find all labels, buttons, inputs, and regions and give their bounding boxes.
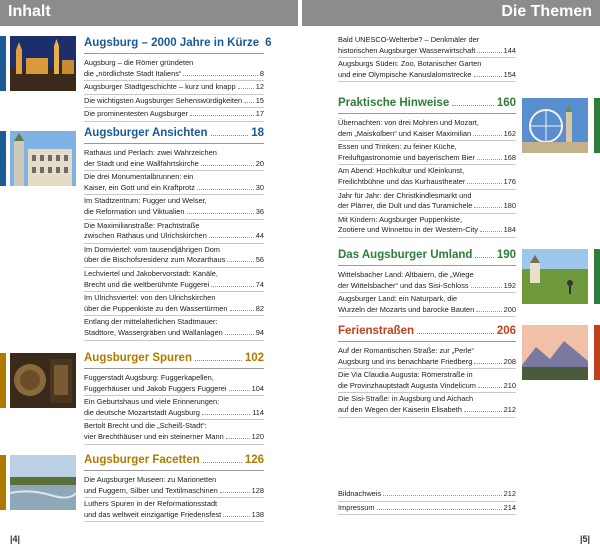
leader-dots bbox=[197, 189, 254, 190]
entry-line: Die Via Claudia Augusta: Römerstraße in bbox=[338, 370, 473, 380]
photo-relief bbox=[10, 353, 76, 408]
toc-entry[interactable] bbox=[84, 396, 264, 420]
entry-page: 144 bbox=[503, 45, 516, 55]
leader-dots bbox=[183, 75, 258, 76]
entry-page: 17 bbox=[255, 109, 264, 119]
entry-page: 30 bbox=[255, 182, 264, 192]
header-gutter bbox=[298, 0, 302, 26]
leader-dots bbox=[475, 257, 493, 258]
entry-line: Essen und Trinken: zu feiner Küche, bbox=[338, 142, 457, 152]
entry-page: 36 bbox=[255, 206, 264, 216]
entry-line: Am Abend: Hochkultur und Kleinkunst, bbox=[338, 166, 465, 176]
entry-line: dem „Maiskolben“ und Kaiser Maximilian bbox=[338, 128, 472, 138]
leader-dots bbox=[238, 88, 254, 89]
section-augsburger-ansichten bbox=[84, 126, 264, 341]
section-stripe-green bbox=[594, 98, 600, 153]
toc-entry[interactable] bbox=[338, 345, 516, 369]
entry-line: und Fuggern, Silber und Textilmaschinen bbox=[84, 485, 218, 495]
entry-line: Augsburgs Süden: Zoo, Botanischer Garten bbox=[338, 59, 482, 69]
leader-dots bbox=[477, 52, 501, 53]
leader-dots bbox=[203, 462, 242, 463]
entry-line: Freiluftgastronomie und bayerischem Bier bbox=[338, 152, 475, 162]
section-augsburger-facetten bbox=[84, 453, 264, 522]
toc-entry[interactable] bbox=[338, 269, 516, 293]
section-page: 18 bbox=[251, 127, 264, 139]
toc-entry[interactable] bbox=[84, 316, 264, 340]
entry-page: 212 bbox=[503, 489, 516, 498]
entry-page: 12 bbox=[255, 82, 264, 92]
entry-line: Mit Kindern: Augsburger Puppenkiste, bbox=[338, 214, 463, 224]
photo-countryside bbox=[522, 249, 588, 304]
leader-dots bbox=[478, 387, 502, 388]
entry-line: und eine Olympische Kanuslalomstrecke bbox=[338, 69, 472, 79]
entry-line: Entlang der mittelalterlichen Stadtmauer: bbox=[84, 317, 218, 327]
entry-page: 162 bbox=[503, 128, 516, 138]
entry-line: Die Sisi-Straße: in Augsburg und Aichach bbox=[338, 394, 474, 404]
section-page: 160 bbox=[496, 97, 516, 109]
entry-page: 44 bbox=[255, 231, 264, 241]
toc-entry[interactable] bbox=[84, 372, 264, 396]
entry-line: Im Ulrichsviertel: von den Ulrichskirchen bbox=[84, 293, 216, 303]
section-page: 190 bbox=[496, 249, 516, 261]
entry-page: 184 bbox=[503, 225, 516, 235]
toc-entry[interactable] bbox=[84, 220, 264, 244]
appendix-entries bbox=[338, 488, 516, 515]
leader-dots bbox=[211, 135, 249, 136]
entry-page: 212 bbox=[503, 404, 516, 414]
entry-page: 208 bbox=[503, 356, 516, 366]
leader-dots bbox=[195, 360, 242, 361]
entry-page: 154 bbox=[503, 69, 516, 79]
toc-entry[interactable] bbox=[84, 108, 264, 122]
entry-line: über die Puppenkiste zu den Wassertürmen bbox=[84, 303, 228, 313]
entry-page: 176 bbox=[503, 176, 516, 186]
toc-entry[interactable] bbox=[338, 141, 516, 165]
entry-page: 74 bbox=[255, 279, 264, 289]
entry-line: Fuggerhäuser und Jakob Fuggers Fuggerei bbox=[84, 383, 227, 393]
entry-line: Freilichtbühne und das Kurhaustheater bbox=[338, 176, 466, 186]
entry-line: Wurzeln der Mozarts und barocke Bauten bbox=[338, 304, 475, 314]
toc-entry[interactable] bbox=[84, 498, 264, 522]
leader-dots bbox=[230, 310, 254, 311]
leader-dots bbox=[477, 159, 502, 160]
entry-line: Zootiere und Winnetou in der Western-City bbox=[338, 225, 478, 235]
entry-line: Die prominentesten Augsburger bbox=[84, 109, 188, 119]
toc-entry[interactable] bbox=[338, 369, 516, 393]
entry-line: der Stadt und eine Wallfahrtskirche bbox=[84, 158, 199, 168]
leader-dots bbox=[226, 438, 250, 439]
section-heading[interactable] bbox=[338, 324, 516, 342]
toc-entry[interactable] bbox=[84, 420, 264, 444]
entry-line: vier Brechthäuser und ein steinerner Mann bbox=[84, 431, 224, 441]
section-page: 126 bbox=[244, 454, 264, 466]
entry-page: 56 bbox=[255, 255, 264, 265]
entry-line: Rathaus und Perlach: zwei Wahrzeichen bbox=[84, 148, 217, 157]
entry-page: 8 bbox=[259, 68, 264, 78]
toc-entry[interactable] bbox=[338, 190, 516, 214]
toc-entry[interactable] bbox=[84, 81, 264, 95]
section-heading[interactable] bbox=[84, 351, 264, 369]
entry-line: Luthers Spuren in der Reformationsstadt bbox=[84, 499, 218, 509]
section-heading[interactable] bbox=[84, 126, 264, 144]
section-title: Augsburger Facetten bbox=[84, 454, 200, 466]
section-stripe-red bbox=[594, 325, 600, 380]
leader-dots bbox=[244, 102, 254, 103]
toc-entry[interactable] bbox=[84, 292, 264, 316]
section-heading[interactable] bbox=[84, 36, 272, 54]
section-heading[interactable] bbox=[338, 248, 516, 266]
entry-line: Die Maximilianstraße: Prachtstraße bbox=[84, 220, 200, 230]
leader-dots bbox=[223, 516, 249, 517]
entry-line: die deutsche Mozartstadt Augsburg bbox=[84, 407, 200, 417]
section-augsburger-spuren bbox=[84, 351, 264, 445]
toc-entry[interactable] bbox=[338, 117, 516, 141]
section-title: Augsburger Spuren bbox=[84, 352, 192, 364]
entry-line: Auf der Romantischen Straße: zur „Perle“ bbox=[338, 346, 474, 355]
entry-page: 138 bbox=[251, 509, 264, 519]
entry-line: Bildnachweis bbox=[338, 489, 382, 498]
entry-page: 94 bbox=[255, 327, 264, 337]
entry-line: Wittelsbacher Land: Altbaiern, die „Wiege bbox=[338, 270, 474, 279]
leader-dots bbox=[377, 509, 502, 510]
photo-fair-wheel bbox=[522, 98, 588, 153]
entry-line: historischen Augsburger Wasserwirtschaft bbox=[338, 45, 476, 55]
toc-entry[interactable] bbox=[84, 171, 264, 195]
leader-dots bbox=[476, 311, 501, 312]
entry-page: 128 bbox=[251, 485, 264, 495]
leader-dots bbox=[227, 261, 253, 262]
entry-line: über die Bischofsresidenz zum Mozarthaus bbox=[84, 255, 226, 265]
leader-dots bbox=[202, 414, 250, 415]
entry-line: Fuggerstadt Augsburg: Fuggerkapellen, bbox=[84, 373, 214, 382]
section-title: Augsburg – 2000 Jahre in Kürze bbox=[84, 37, 260, 49]
leader-dots bbox=[452, 105, 494, 106]
entry-page: 180 bbox=[503, 201, 516, 211]
entry-line: die Reformation und Viktualien bbox=[84, 206, 185, 216]
toc-entry[interactable] bbox=[338, 34, 516, 58]
entry-line: Brecht und die weltberühmte Fuggerei bbox=[84, 279, 210, 289]
toc-entry[interactable] bbox=[84, 268, 264, 292]
entry-line: Stadttore, Wassergräben und Wallanlagen bbox=[84, 327, 223, 337]
toc-entry[interactable] bbox=[338, 502, 516, 516]
section-page: 6 bbox=[265, 37, 272, 49]
leader-dots bbox=[187, 213, 254, 214]
entry-line: Lechviertel und Jakobervorstadt: Kanäle, bbox=[84, 268, 218, 278]
toc-entry[interactable] bbox=[338, 488, 516, 502]
section-ferienstrassen bbox=[338, 324, 516, 418]
entry-line: auf den Wegen der Kaiserin Elisabeth bbox=[338, 404, 462, 414]
entry-line: Augsburger Land: ein Naturpark, die bbox=[338, 294, 458, 304]
leader-dots bbox=[209, 237, 254, 238]
section-title: Augsburger Ansichten bbox=[84, 127, 208, 139]
leader-dots bbox=[467, 183, 501, 184]
entry-line: die „nördlichste Stadt Italiens“ bbox=[84, 68, 182, 78]
entry-line: und das weltweit einzigartige Friedensfest bbox=[84, 509, 222, 519]
section-title: Das Augsburger Umland bbox=[338, 249, 473, 261]
leader-dots bbox=[201, 165, 254, 166]
leader-dots bbox=[473, 135, 502, 136]
entry-line: Ein Geburtshaus und viele Erinnerungen: bbox=[84, 397, 220, 407]
toc-entry[interactable] bbox=[84, 95, 264, 109]
entry-line: Augsburg und ins benachbarte Friedberg bbox=[338, 356, 473, 366]
entry-line: Die drei Monumentalbrunnen: ein bbox=[84, 172, 194, 182]
entry-line: Die Augsburger Museen: zu Marionetten bbox=[84, 475, 217, 484]
entry-page: 20 bbox=[255, 158, 264, 168]
section-augsburger-umland bbox=[338, 248, 516, 317]
right-page-title: Die Themen bbox=[501, 3, 592, 20]
entry-page: 192 bbox=[503, 280, 516, 290]
leader-dots bbox=[190, 115, 254, 116]
entry-line: Augsburg – die Römer gründeten bbox=[84, 58, 194, 67]
section-stripe-gold bbox=[0, 455, 6, 510]
entry-page: 114 bbox=[252, 407, 264, 417]
section-title: Ferienstraßen bbox=[338, 325, 415, 337]
entry-page: 82 bbox=[255, 303, 264, 313]
toc-entry[interactable] bbox=[338, 393, 516, 417]
page-number-right: |5| bbox=[579, 534, 590, 544]
header-bar bbox=[0, 0, 600, 26]
entry-line: Im Domviertel: vom tausendjährigen Dom bbox=[84, 244, 220, 254]
entry-line: der Plärrer, die Dult und das Turamichele bbox=[338, 201, 473, 211]
entry-page: 214 bbox=[503, 502, 516, 512]
photo-augsburg-night bbox=[10, 36, 76, 91]
page-number-left: |4| bbox=[10, 534, 21, 544]
section-praktische-hinweise bbox=[338, 96, 516, 238]
section-stripe-green bbox=[594, 249, 600, 304]
continued-entries bbox=[338, 34, 516, 82]
section-stripe-gold bbox=[0, 353, 6, 408]
leader-dots bbox=[464, 411, 502, 412]
toc-entry[interactable] bbox=[84, 195, 264, 219]
entry-line: Augsburger Stadtgeschichte – kurz und knapp bbox=[84, 82, 236, 92]
entry-page: 104 bbox=[251, 383, 264, 393]
entry-line: Übernachten: von drei Mohren und Mozart, bbox=[338, 118, 479, 127]
toc-entry[interactable] bbox=[84, 474, 264, 498]
leader-dots bbox=[417, 333, 494, 334]
entry-line: Die wichtigsten Augsburger Sehenswürdigkeiten bbox=[84, 95, 243, 105]
entry-page: 168 bbox=[503, 152, 516, 162]
entry-line: Kaiser, ein Gott und ein Kraftprotz bbox=[84, 182, 195, 192]
entry-page: 15 bbox=[255, 95, 264, 105]
section-heading[interactable] bbox=[338, 96, 516, 114]
leader-dots bbox=[211, 286, 253, 287]
section-stripe-blue bbox=[0, 36, 6, 91]
entry-line: Bald UNESCO-Welterbe? – Denkmäler der bbox=[338, 35, 480, 44]
section-page: 102 bbox=[244, 352, 264, 364]
section-stripe-blue bbox=[0, 131, 6, 186]
entry-line: die Provinzhauptstadt Augusta Vindelicum bbox=[338, 380, 476, 390]
entry-page: 210 bbox=[503, 380, 516, 390]
left-page-title: Inhalt bbox=[8, 3, 51, 20]
toc-entry[interactable] bbox=[338, 58, 516, 82]
toc-entry[interactable] bbox=[338, 165, 516, 189]
section-page: 206 bbox=[496, 325, 516, 337]
toc-entry[interactable] bbox=[338, 214, 516, 238]
entry-page: 120 bbox=[251, 431, 264, 441]
leader-dots bbox=[480, 231, 502, 232]
entry-line: Impressum bbox=[338, 502, 375, 512]
entry-page: 200 bbox=[503, 304, 516, 314]
entry-line: Jahr für Jahr: der Christkindlesmarkt und bbox=[338, 190, 472, 200]
leader-dots bbox=[220, 492, 250, 493]
photo-river bbox=[10, 455, 76, 510]
leader-dots bbox=[474, 363, 501, 364]
entry-line: Bertolt Brecht und die „Scheiß-Stadt“: bbox=[84, 421, 207, 431]
entry-line: der Wittelsbacher“ und das Sisi-Schloss bbox=[338, 280, 469, 290]
entry-line: Im Stadtzentrum: Fugger und Welser, bbox=[84, 196, 207, 206]
entry-line: zwischen Rathaus und Ulrichskirchen bbox=[84, 231, 207, 241]
toc-entry[interactable] bbox=[84, 244, 264, 268]
leader-dots bbox=[225, 334, 254, 335]
toc-entry[interactable] bbox=[84, 57, 264, 81]
photo-rathaus bbox=[10, 131, 76, 186]
leader-dots bbox=[383, 495, 502, 496]
section-title: Praktische Hinweise bbox=[338, 97, 450, 109]
section-heading[interactable] bbox=[84, 453, 264, 471]
toc-entry[interactable] bbox=[84, 147, 264, 171]
leader-dots bbox=[471, 287, 502, 288]
section-augsburg-2000 bbox=[84, 36, 272, 122]
leader-dots bbox=[474, 207, 501, 208]
leader-dots bbox=[474, 76, 502, 77]
leader-dots bbox=[229, 390, 250, 391]
toc-entry[interactable] bbox=[338, 293, 516, 317]
photo-mountains bbox=[522, 325, 588, 380]
